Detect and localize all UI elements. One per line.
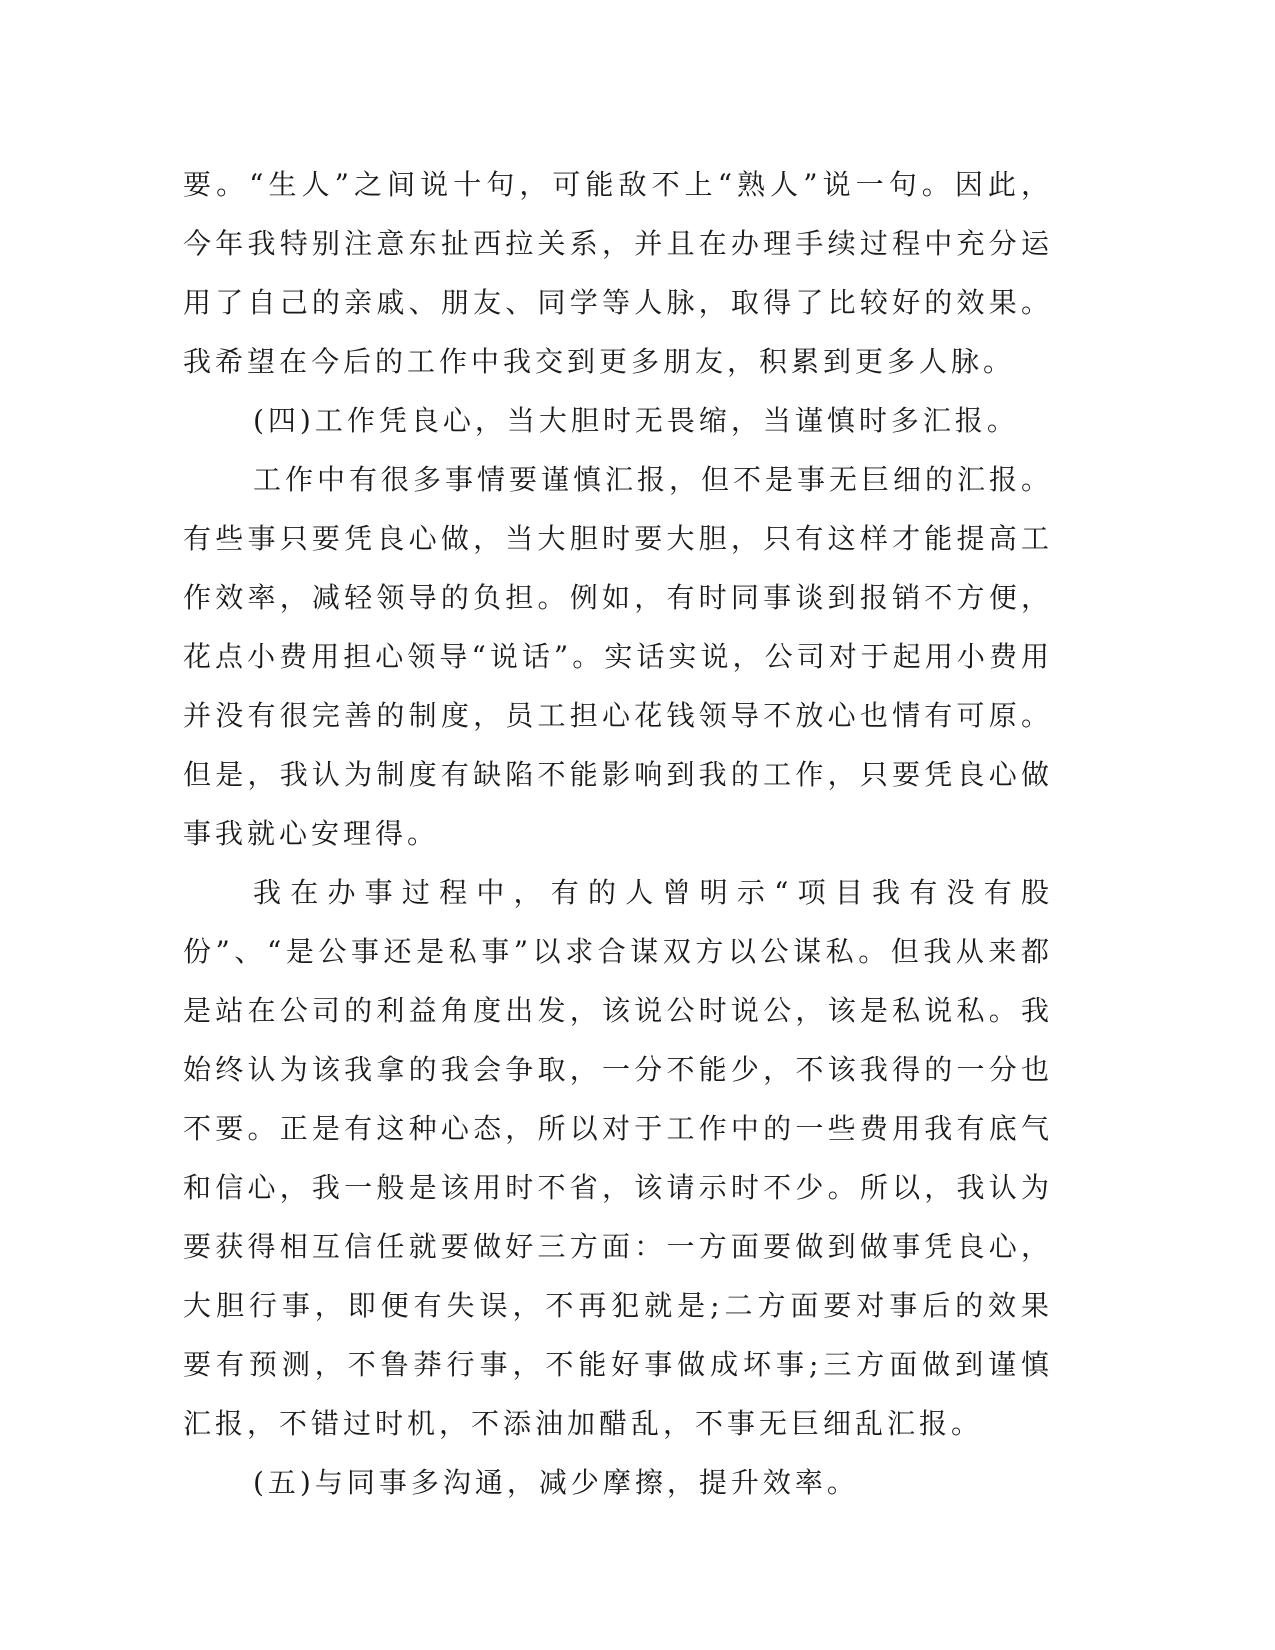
paragraph-trust: 我在办事过程中，有的人曾明示“项目我有没有股份”、“是公事还是私事”以求合谋双方以公谋私。但我从来都是站在公司的利益角度出发，该说公时说公，该是私说私。我始终认为该我拿的我会争取，一分不能少，不该我得的一分也不要。正是有这种心态，所以对于工作中的一些费用我有底气和信心，我一般是该用时不省，该请示时不少。所以，我认为要获得相互信任就要做好三方面：一方面要做到做事凭良心，大胆行事，即便有失误，不再犯就是;二方面要对事后的效果要有预测，不鲁莽行事，不能好事做成坏事;三方面做到谨慎汇报，不错过时机，不添油加醋乱，不事无巨细乱汇报。 xyxy=(183,876,1053,1440)
paragraph-reporting: 工作中有很多事情要谨慎汇报，但不是事无巨细的汇报。有些事只要凭良心做，当大胆时要大胆，只有这样才能提高工作效率，减轻领导的负担。例如，有时同事谈到报销不方便，花点小费用担心领导“说话”。实话实说，公司对于起用小费用并没有很完善的制度，员工担心花钱领导不放心也情有可原。但是，我认为制度有缺陷不能影响到我的工作，只要凭良心做事我就心安理得。 xyxy=(183,463,1054,850)
document-body xyxy=(183,155,1053,1512)
section-heading-4: (四)工作凭良心，当大胆时无畏缩，当谨慎时多汇报。 xyxy=(253,404,1019,437)
section-heading-5: (五)与同事多沟通，减少摩擦，提升效率。 xyxy=(253,1466,859,1499)
paragraph-continuation: 要。“生人”之间说十句，可能敌不上“熟人”说一句。因此，今年我特别注意东扯西拉关系，并且在办理手续过程中充分运用了自己的亲戚、朋友、同学等人脉，取得了比较好的效果。我希望在今后的工作中我交到更多朋友，积累到更多人脉。 xyxy=(183,168,1053,378)
